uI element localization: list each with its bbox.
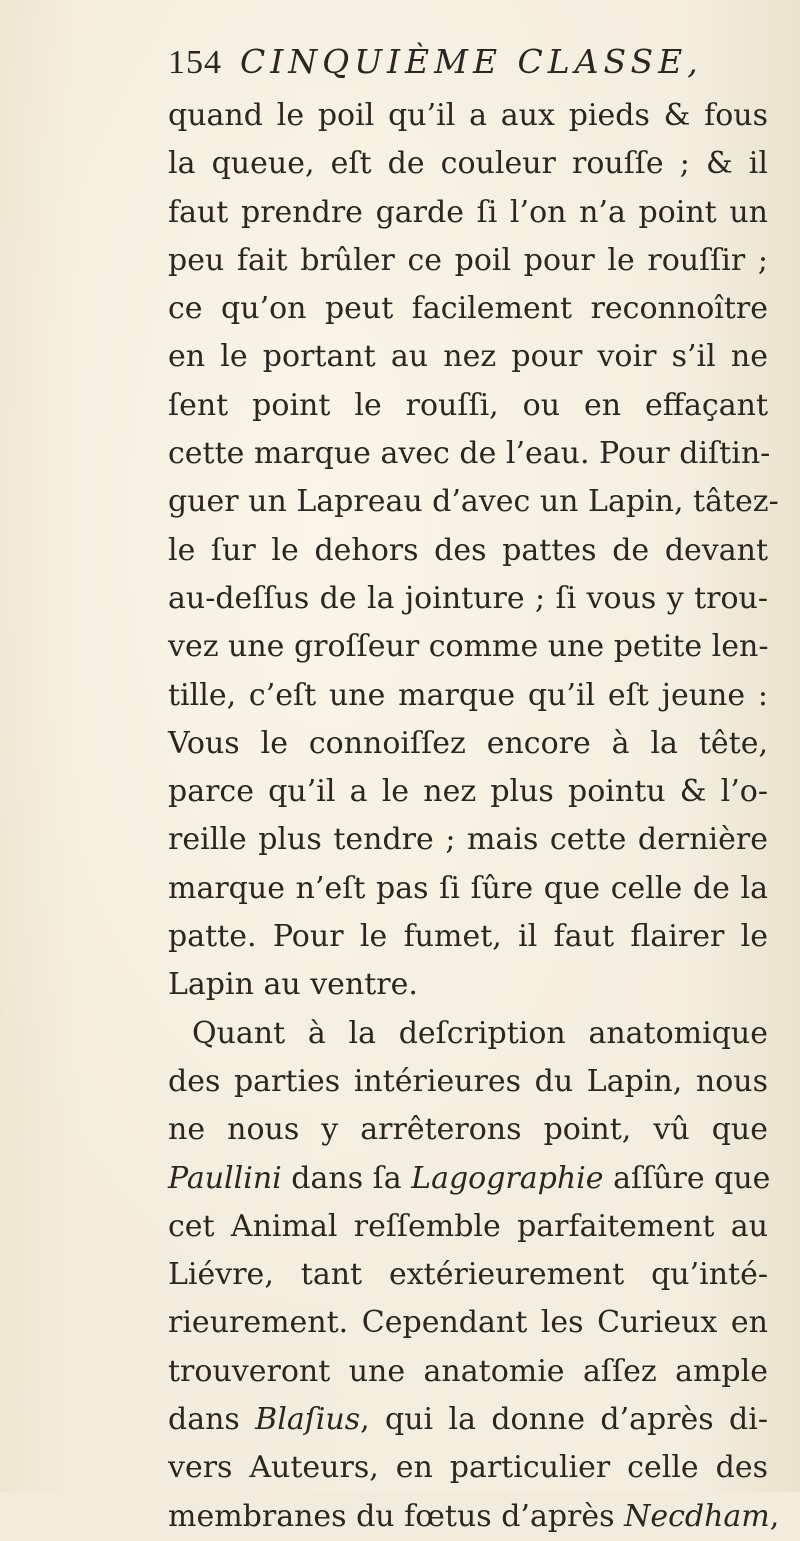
text-segment: dans ſa [281, 1160, 412, 1196]
text-line [168, 430, 771, 478]
text-line [168, 92, 768, 140]
text-segment: vez une groſſeur comme une petite len- [168, 629, 769, 665]
text-segment: Liévre, tant extérieurement qu’inté- [168, 1257, 768, 1293]
text-segment: ne nous y arrêterons point, vû que [168, 1112, 768, 1148]
text-segment: Vous le connoiſſez encore à la tête, [168, 725, 768, 761]
text-segment: membranes du fœtus d’après [168, 1498, 625, 1534]
italic-text: Blaſius [255, 1402, 361, 1438]
text-segment: la queue, eſt de couleur rouſſe ; & il [168, 146, 768, 182]
text-line [168, 720, 768, 768]
text-segment: Quant à la deſcription anatomique [192, 1015, 768, 1051]
text-segment: rieurement. Cependant les Curieux en [168, 1305, 768, 1341]
text-segment: en le portant au nez pour voir s’il ne [168, 339, 768, 375]
text-line [168, 285, 768, 333]
text-line [168, 1348, 768, 1396]
text-line [168, 623, 768, 671]
text-segment: Lapin au ventre. [168, 967, 418, 1003]
text-segment: guer un Lapreau d’avec un Lapin, tâtez- [168, 484, 779, 520]
text-line [168, 1058, 768, 1106]
text-segment: cet Animal reſſemble parfaitement au [168, 1208, 768, 1244]
text-line [168, 816, 768, 864]
text-line [168, 672, 768, 720]
text-line [168, 382, 768, 430]
page-number: 154 [168, 44, 222, 81]
text-line [168, 768, 768, 816]
text-line [168, 961, 768, 1009]
page-header [168, 42, 768, 92]
running-title: CINQUIÈME CLASSE, [240, 42, 703, 81]
text-line [168, 1299, 768, 1347]
text-line [168, 913, 768, 961]
text-segment: faut prendre garde ſi l’on n’a point un [168, 194, 768, 230]
text-line [168, 1251, 768, 1299]
text-line [168, 1396, 768, 1444]
text-line [168, 1444, 768, 1492]
text-segment: ſent point le rouſſi, ou en effaçant [168, 387, 768, 423]
text-line [168, 189, 768, 237]
italic-text: Necdham [624, 1498, 770, 1534]
text-segment: patte. Pour le fumet, il faut flairer le [168, 919, 768, 955]
text-line [168, 140, 768, 188]
text-segment: des parties intérieures du Lapin, nous [168, 1063, 768, 1099]
text-segment: parce qu’il a le nez plus pointu & l’o- [168, 774, 768, 810]
text-segment: dans [168, 1402, 256, 1438]
text-segment: vers Auteurs, en particulier celle des [168, 1450, 768, 1486]
text-line [168, 575, 768, 623]
body-text [168, 92, 780, 1541]
text-line [168, 478, 779, 526]
text-line [168, 333, 768, 381]
text-segment: cette marque avec de l’eau. Pour diſtin- [168, 436, 771, 472]
text-segment: reille plus tendre ; mais cette dernière [168, 822, 768, 858]
text-line [168, 1010, 768, 1058]
text-line [168, 1106, 768, 1154]
text-segment: au-deſſus de la jointure ; ſi vous y trou- [168, 580, 768, 616]
text-line [168, 1203, 768, 1251]
text-segment: peu fait brûler ce poil pour le rouſſir ; [168, 242, 768, 278]
text-line [168, 1155, 771, 1203]
text-segment: tille, c’eſt une marque qu’il eſt jeune : [168, 677, 768, 713]
text-line [168, 1493, 780, 1541]
text-line [168, 527, 768, 575]
text-segment: trouveront une anatomie aſſez ample [168, 1353, 768, 1389]
text-segment: ce qu’on peut facilement reconnoître [168, 291, 768, 327]
text-segment: le ſur le dehors des pattes de devant [168, 532, 768, 568]
text-segment: quand le poil qu’il a aux pieds & fous [168, 98, 768, 133]
italic-text: Paullini [168, 1160, 282, 1196]
text-line [168, 865, 768, 913]
text-segment: aſſûre que [603, 1160, 771, 1196]
italic-text: Lagographie [411, 1160, 604, 1196]
text-segment: marque n’eſt pas ſi ſûre que celle de la [168, 870, 768, 906]
text-line [168, 237, 768, 285]
text-segment: , [769, 1498, 780, 1534]
text-segment: , qui la donne d’après di- [360, 1402, 768, 1438]
